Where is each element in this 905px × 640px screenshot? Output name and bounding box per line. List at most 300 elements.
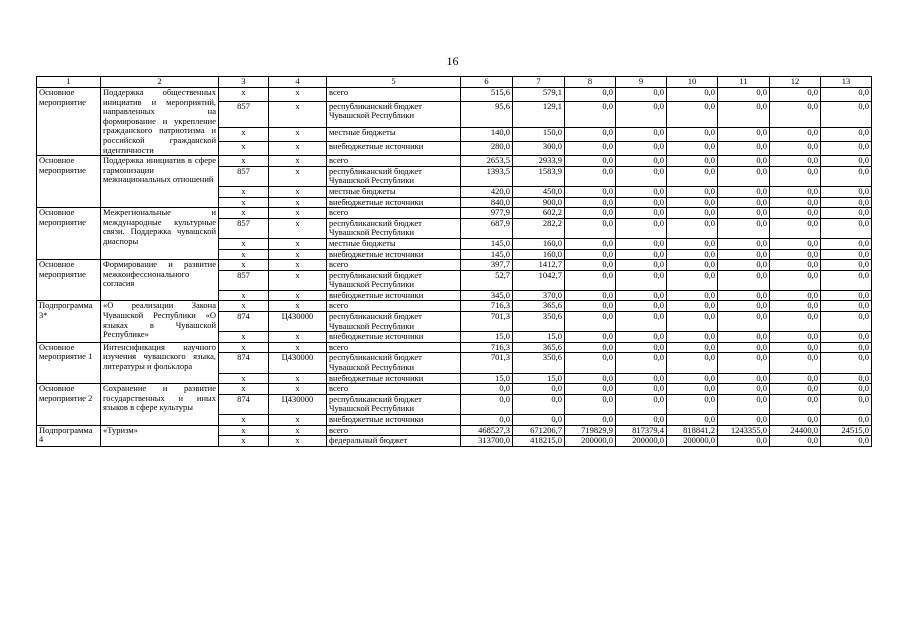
amount-cell: 0,0 — [616, 270, 667, 290]
funding-source-cell: внебюджетные источники — [327, 142, 461, 156]
admin-code-cell: x — [219, 88, 269, 102]
amount-cell: 0,0 — [667, 270, 718, 290]
amount-cell: 0,0 — [513, 415, 565, 426]
amount-cell: 0,0 — [821, 415, 872, 426]
amount-cell: 0,0 — [616, 384, 667, 395]
amount-cell: 365,6 — [513, 301, 565, 312]
amount-cell: 24515,0 — [821, 425, 872, 436]
amount-cell: 0,0 — [616, 353, 667, 373]
budget-code-cell: Ц430000 — [269, 312, 327, 332]
program-description: Поддержка инициатив в сфере гармонизации межнациональных отношений — [101, 156, 219, 208]
amount-cell: 0,0 — [821, 342, 872, 353]
amount-cell: 0,0 — [667, 260, 718, 271]
amount-cell: 0,0 — [770, 208, 821, 219]
amount-cell: 468527,3 — [461, 425, 513, 436]
budget-code-cell: x — [269, 373, 327, 384]
amount-cell: 0,0 — [770, 290, 821, 301]
admin-code-cell: x — [219, 260, 269, 271]
amount-cell: 0,0 — [565, 290, 616, 301]
header-cell: 4 — [269, 77, 327, 88]
header-cell: 3 — [219, 77, 269, 88]
table-row — [37, 208, 872, 219]
amount-cell: 0,0 — [616, 142, 667, 156]
budget-code-cell: Ц430000 — [269, 353, 327, 373]
amount-cell: 0,0 — [616, 249, 667, 260]
budget-code-cell: x — [269, 425, 327, 436]
budget-code-cell: x — [269, 156, 327, 167]
amount-cell: 0,0 — [770, 197, 821, 208]
funding-source-cell: всего — [327, 260, 461, 271]
amount-cell: 0,0 — [770, 270, 821, 290]
funding-source-cell: всего — [327, 342, 461, 353]
amount-cell: 15,0 — [513, 332, 565, 343]
amount-cell: 150,0 — [513, 128, 565, 142]
amount-cell: 0,0 — [616, 373, 667, 384]
admin-code-cell: x — [219, 415, 269, 426]
amount-cell: 0,0 — [821, 88, 872, 102]
table-row — [37, 301, 872, 312]
amount-cell: 0,0 — [667, 332, 718, 343]
amount-cell: 0,0 — [513, 384, 565, 395]
amount-cell: 129,1 — [513, 101, 565, 127]
amount-cell: 0,0 — [770, 238, 821, 249]
admin-code-cell: x — [219, 301, 269, 312]
header-cell: 1 — [37, 77, 101, 88]
amount-cell: 0,0 — [770, 301, 821, 312]
amount-cell: 719829,9 — [565, 425, 616, 436]
funding-source-cell: республиканский бюджет Чувашской Республики — [327, 166, 461, 186]
amount-cell: 0,0 — [821, 218, 872, 238]
amount-cell: 345,0 — [461, 290, 513, 301]
amount-cell: 0,0 — [718, 270, 770, 290]
amount-cell: 0,0 — [821, 101, 872, 127]
amount-cell: 0,0 — [616, 128, 667, 142]
amount-cell: 365,6 — [513, 342, 565, 353]
funding-source-cell: республиканский бюджет Чувашской Республики — [327, 353, 461, 373]
amount-cell: 0,0 — [821, 128, 872, 142]
amount-cell: 0,0 — [821, 142, 872, 156]
amount-cell: 977,9 — [461, 208, 513, 219]
amount-cell: 0,0 — [718, 249, 770, 260]
header-cell: 10 — [667, 77, 718, 88]
amount-cell: 0,0 — [667, 156, 718, 167]
amount-cell: 0,0 — [565, 197, 616, 208]
admin-code-cell: x — [219, 238, 269, 249]
admin-code-cell: 874 — [219, 312, 269, 332]
table-row — [37, 384, 872, 395]
budget-code-cell: x — [269, 208, 327, 219]
amount-cell: 0,0 — [667, 301, 718, 312]
admin-code-cell: 857 — [219, 166, 269, 186]
funding-source-cell: местные бюджеты — [327, 186, 461, 197]
amount-cell: 1412,7 — [513, 260, 565, 271]
program-description: «Туризм» — [101, 425, 219, 446]
amount-cell: 0,0 — [667, 128, 718, 142]
header-cell: 6 — [461, 77, 513, 88]
amount-cell: 0,0 — [718, 290, 770, 301]
admin-code-cell: x — [219, 436, 269, 447]
admin-code-cell: 874 — [219, 353, 269, 373]
budget-code-cell: x — [269, 332, 327, 343]
amount-cell: 0,0 — [821, 353, 872, 373]
amount-cell: 200000,0 — [565, 436, 616, 447]
amount-cell: 0,0 — [565, 384, 616, 395]
amount-cell: 0,0 — [565, 249, 616, 260]
amount-cell: 0,0 — [616, 101, 667, 127]
amount-cell: 0,0 — [770, 218, 821, 238]
amount-cell: 602,2 — [513, 208, 565, 219]
amount-cell: 0,0 — [718, 208, 770, 219]
budget-code-cell: Ц430000 — [269, 394, 327, 414]
budget-code-cell: x — [269, 301, 327, 312]
header-cell: 8 — [565, 77, 616, 88]
amount-cell: 0,0 — [821, 197, 872, 208]
amount-cell: 0,0 — [821, 270, 872, 290]
budget-code-cell: x — [269, 142, 327, 156]
amount-cell: 0,0 — [565, 415, 616, 426]
funding-source-cell: республиканский бюджет Чувашской Республики — [327, 270, 461, 290]
program-description: «О реализации Закона Чувашской Республики «О языках в Чувашской Республике» — [101, 301, 219, 342]
amount-cell: 282,2 — [513, 218, 565, 238]
amount-cell: 0,0 — [565, 208, 616, 219]
amount-cell: 350,6 — [513, 312, 565, 332]
funding-source-cell: внебюджетные источники — [327, 415, 461, 426]
amount-cell: 0,0 — [770, 101, 821, 127]
amount-cell: 0,0 — [565, 186, 616, 197]
amount-cell: 0,0 — [667, 208, 718, 219]
amount-cell: 0,0 — [718, 156, 770, 167]
header-cell: 13 — [821, 77, 872, 88]
funding-source-cell: всего — [327, 208, 461, 219]
funding-source-cell: республиканский бюджет Чувашской Республики — [327, 101, 461, 127]
funding-source-cell: всего — [327, 156, 461, 167]
amount-cell: 0,0 — [667, 218, 718, 238]
amount-cell: 0,0 — [667, 415, 718, 426]
budget-code-cell: x — [269, 342, 327, 353]
amount-cell: 1042,7 — [513, 270, 565, 290]
funding-source-cell: федеральный бюджет — [327, 436, 461, 447]
amount-cell: 0,0 — [770, 128, 821, 142]
admin-code-cell: x — [219, 156, 269, 167]
amount-cell: 0,0 — [667, 290, 718, 301]
funding-source-cell: местные бюджеты — [327, 128, 461, 142]
amount-cell: 0,0 — [667, 197, 718, 208]
amount-cell: 15,0 — [461, 373, 513, 384]
amount-cell: 0,0 — [718, 186, 770, 197]
funding-source-cell: всего — [327, 384, 461, 395]
budget-code-cell: x — [269, 249, 327, 260]
amount-cell: 818841,2 — [667, 425, 718, 436]
amount-cell: 0,0 — [616, 260, 667, 271]
amount-cell: 0,0 — [770, 436, 821, 447]
amount-cell: 0,0 — [718, 197, 770, 208]
program-description: Поддержка общественных инициатив и мероприятий, направленных на формирование и укрепление гражданского патриотизма и российской гражданской идентичности — [101, 88, 219, 156]
amount-cell: 140,0 — [461, 128, 513, 142]
amount-cell: 0,0 — [616, 394, 667, 414]
amount-cell: 0,0 — [821, 260, 872, 271]
amount-cell: 0,0 — [616, 88, 667, 102]
budget-code-cell: x — [269, 166, 327, 186]
funding-source-cell: республиканский бюджет Чувашской Республики — [327, 218, 461, 238]
amount-cell: 0,0 — [770, 384, 821, 395]
program-description: Формирование и развитие межконфессионального согласия — [101, 260, 219, 301]
amount-cell: 0,0 — [770, 142, 821, 156]
amount-cell: 579,1 — [513, 88, 565, 102]
amount-cell: 701,3 — [461, 353, 513, 373]
header-cell: 7 — [513, 77, 565, 88]
budget-code-cell: x — [269, 436, 327, 447]
amount-cell: 0,0 — [461, 384, 513, 395]
amount-cell: 0,0 — [770, 312, 821, 332]
amount-cell: 0,0 — [616, 312, 667, 332]
amount-cell: 0,0 — [565, 394, 616, 414]
amount-cell: 0,0 — [821, 290, 872, 301]
amount-cell: 0,0 — [770, 88, 821, 102]
budget-code-cell: x — [269, 186, 327, 197]
budget-code-cell: x — [269, 384, 327, 395]
amount-cell: 671206,7 — [513, 425, 565, 436]
budget-code-cell: x — [269, 197, 327, 208]
amount-cell: 840,0 — [461, 197, 513, 208]
amount-cell: 15,0 — [461, 332, 513, 343]
amount-cell: 0,0 — [718, 142, 770, 156]
funding-source-cell: внебюджетные источники — [327, 197, 461, 208]
amount-cell: 0,0 — [770, 353, 821, 373]
amount-cell: 0,0 — [667, 186, 718, 197]
program-description: Сохранение и развитие государственных и иных языков в сфере культуры — [101, 384, 219, 425]
amount-cell: 0,0 — [616, 156, 667, 167]
program-description: Интенсификация научного изучения чувашского языка, литературы и фольклора — [101, 342, 219, 383]
header-cell: 12 — [770, 77, 821, 88]
funding-source-cell: внебюджетные источники — [327, 332, 461, 343]
funding-source-cell: всего — [327, 301, 461, 312]
amount-cell: 160,0 — [513, 249, 565, 260]
amount-cell: 145,0 — [461, 249, 513, 260]
amount-cell: 1393,5 — [461, 166, 513, 186]
amount-cell: 0,0 — [821, 373, 872, 384]
amount-cell: 0,0 — [718, 415, 770, 426]
amount-cell: 0,0 — [718, 301, 770, 312]
admin-code-cell: x — [219, 290, 269, 301]
amount-cell: 0,0 — [718, 238, 770, 249]
amount-cell: 515,6 — [461, 88, 513, 102]
amount-cell: 0,0 — [718, 312, 770, 332]
admin-code-cell: 874 — [219, 394, 269, 414]
budget-code-cell: x — [269, 238, 327, 249]
amount-cell: 0,0 — [616, 208, 667, 219]
amount-cell: 397,7 — [461, 260, 513, 271]
amount-cell: 0,0 — [565, 238, 616, 249]
table-row — [37, 156, 872, 167]
funding-source-cell: внебюджетные источники — [327, 249, 461, 260]
amount-cell: 1583,9 — [513, 166, 565, 186]
amount-cell: 687,9 — [461, 218, 513, 238]
funding-source-cell: всего — [327, 88, 461, 102]
funding-source-cell: республиканский бюджет Чувашской Республики — [327, 312, 461, 332]
amount-cell: 24400,0 — [770, 425, 821, 436]
page-number: 16 — [446, 54, 459, 68]
amount-cell: 0,0 — [667, 353, 718, 373]
amount-cell: 0,0 — [821, 384, 872, 395]
table-row — [37, 425, 872, 436]
amount-cell: 0,0 — [667, 373, 718, 384]
header-cell: 11 — [718, 77, 770, 88]
amount-cell: 817379,4 — [616, 425, 667, 436]
amount-cell: 0,0 — [821, 249, 872, 260]
admin-code-cell: x — [219, 208, 269, 219]
amount-cell: 701,3 — [461, 312, 513, 332]
amount-cell: 0,0 — [821, 156, 872, 167]
amount-cell: 0,0 — [565, 342, 616, 353]
amount-cell: 0,0 — [565, 270, 616, 290]
program-label: Основное мероприятие 1 — [37, 342, 101, 383]
amount-cell: 0,0 — [565, 88, 616, 102]
amount-cell: 0,0 — [718, 88, 770, 102]
amount-cell: 0,0 — [821, 394, 872, 414]
budget-code-cell: x — [269, 101, 327, 127]
amount-cell: 0,0 — [667, 342, 718, 353]
amount-cell: 0,0 — [770, 415, 821, 426]
amount-cell: 0,0 — [770, 332, 821, 343]
amount-cell: 0,0 — [565, 373, 616, 384]
amount-cell: 0,0 — [770, 156, 821, 167]
amount-cell: 0,0 — [616, 332, 667, 343]
table-row — [37, 260, 872, 271]
amount-cell: 0,0 — [616, 342, 667, 353]
amount-cell: 900,0 — [513, 197, 565, 208]
amount-cell: 0,0 — [565, 218, 616, 238]
funding-source-cell: республиканский бюджет Чувашской Республики — [327, 394, 461, 414]
amount-cell: 0,0 — [667, 249, 718, 260]
amount-cell: 0,0 — [565, 301, 616, 312]
admin-code-cell: 857 — [219, 270, 269, 290]
amount-cell: 95,6 — [461, 101, 513, 127]
amount-cell: 0,0 — [565, 156, 616, 167]
program-label: Подпрограмма 3* — [37, 301, 101, 342]
amount-cell: 716,3 — [461, 342, 513, 353]
admin-code-cell: x — [219, 142, 269, 156]
amount-cell: 0,0 — [616, 186, 667, 197]
amount-cell: 0,0 — [565, 312, 616, 332]
amount-cell: 0,0 — [718, 373, 770, 384]
amount-cell: 0,0 — [616, 301, 667, 312]
amount-cell: 0,0 — [718, 384, 770, 395]
admin-code-cell: x — [219, 342, 269, 353]
admin-code-cell: x — [219, 332, 269, 343]
amount-cell: 0,0 — [565, 353, 616, 373]
budget-table — [36, 76, 872, 447]
budget-code-cell: x — [269, 218, 327, 238]
program-label: Основное мероприятие — [37, 260, 101, 301]
amount-cell: 0,0 — [821, 332, 872, 343]
amount-cell: 0,0 — [667, 238, 718, 249]
funding-source-cell: внебюджетные источники — [327, 290, 461, 301]
amount-cell: 0,0 — [821, 312, 872, 332]
amount-cell: 0,0 — [718, 332, 770, 343]
header-cell: 5 — [327, 77, 461, 88]
amount-cell: 0,0 — [821, 208, 872, 219]
amount-cell: 0,0 — [770, 373, 821, 384]
amount-cell: 0,0 — [821, 166, 872, 186]
amount-cell: 0,0 — [565, 101, 616, 127]
budget-code-cell: x — [269, 128, 327, 142]
amount-cell: 0,0 — [461, 394, 513, 414]
amount-cell: 0,0 — [667, 394, 718, 414]
program-description: Межрегиональные и международные культурные связи. Поддержка чувашской диаспоры — [101, 208, 219, 260]
amount-cell: 716,3 — [461, 301, 513, 312]
admin-code-cell: x — [219, 197, 269, 208]
amount-cell: 0,0 — [565, 332, 616, 343]
table-body — [37, 77, 872, 447]
amount-cell: 1243355,0 — [718, 425, 770, 436]
program-label: Основное мероприятие — [37, 156, 101, 208]
amount-cell: 0,0 — [461, 415, 513, 426]
amount-cell: 0,0 — [770, 342, 821, 353]
budget-code-cell: x — [269, 290, 327, 301]
program-label: Основное мероприятие 2 — [37, 384, 101, 425]
amount-cell: 0,0 — [770, 186, 821, 197]
program-label: Основное мероприятие — [37, 208, 101, 260]
admin-code-cell: x — [219, 373, 269, 384]
amount-cell: 0,0 — [821, 436, 872, 447]
amount-cell: 0,0 — [718, 218, 770, 238]
amount-cell: 0,0 — [513, 394, 565, 414]
budget-code-cell: x — [269, 415, 327, 426]
amount-cell: 2933,9 — [513, 156, 565, 167]
column-number-header — [37, 77, 872, 88]
amount-cell: 0,0 — [718, 166, 770, 186]
amount-cell: 0,0 — [616, 415, 667, 426]
amount-cell: 0,0 — [718, 260, 770, 271]
amount-cell: 2653,5 — [461, 156, 513, 167]
amount-cell: 0,0 — [718, 128, 770, 142]
amount-cell: 52,7 — [461, 270, 513, 290]
admin-code-cell: x — [219, 186, 269, 197]
amount-cell: 450,0 — [513, 186, 565, 197]
amount-cell: 0,0 — [616, 218, 667, 238]
amount-cell: 0,0 — [667, 101, 718, 127]
amount-cell: 0,0 — [718, 101, 770, 127]
amount-cell: 0,0 — [667, 312, 718, 332]
amount-cell: 300,0 — [513, 142, 565, 156]
amount-cell: 0,0 — [616, 290, 667, 301]
amount-cell: 0,0 — [821, 238, 872, 249]
amount-cell: 15,0 — [513, 373, 565, 384]
amount-cell: 0,0 — [821, 186, 872, 197]
amount-cell: 0,0 — [667, 142, 718, 156]
amount-cell: 350,6 — [513, 353, 565, 373]
amount-cell: 0,0 — [565, 142, 616, 156]
funding-source-cell: всего — [327, 425, 461, 436]
program-label: Подпрограмма 4 — [37, 425, 101, 446]
amount-cell: 0,0 — [616, 238, 667, 249]
amount-cell: 0,0 — [565, 166, 616, 186]
amount-cell: 0,0 — [770, 260, 821, 271]
amount-cell: 420,0 — [461, 186, 513, 197]
budget-code-cell: x — [269, 88, 327, 102]
amount-cell: 0,0 — [616, 197, 667, 208]
amount-cell: 0,0 — [667, 88, 718, 102]
funding-source-cell: внебюджетные источники — [327, 373, 461, 384]
admin-code-cell: 857 — [219, 218, 269, 238]
admin-code-cell: x — [219, 128, 269, 142]
admin-code-cell: x — [219, 425, 269, 436]
budget-code-cell: x — [269, 270, 327, 290]
amount-cell: 370,0 — [513, 290, 565, 301]
amount-cell: 0,0 — [821, 301, 872, 312]
header-cell: 9 — [616, 77, 667, 88]
amount-cell: 0,0 — [565, 128, 616, 142]
